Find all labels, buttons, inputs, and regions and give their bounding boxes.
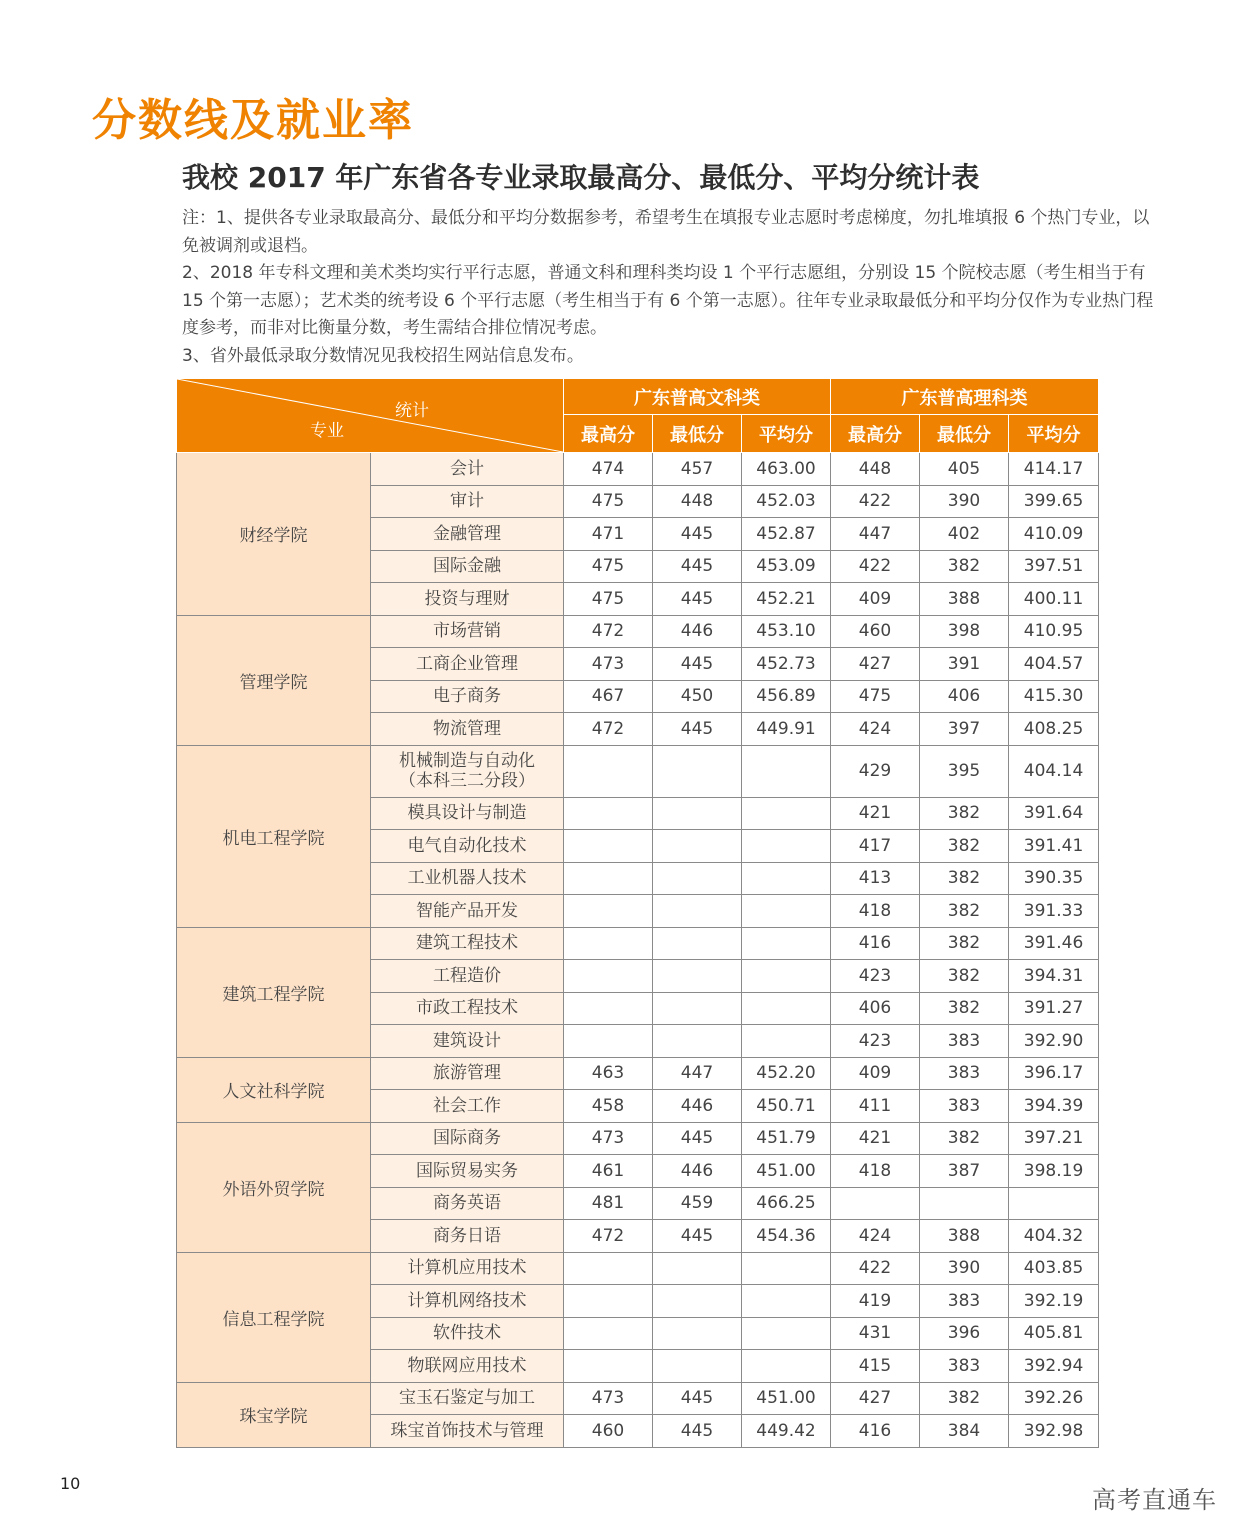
arts-avg-score: 451.00 xyxy=(742,1155,831,1188)
sci-min-score: 382 xyxy=(920,797,1009,830)
major-name: 商务日语 xyxy=(433,1225,501,1246)
sci-avg-score: 394.39 xyxy=(1009,1090,1099,1123)
sci-max-score: 413 xyxy=(831,862,920,895)
sci-max-score: 447 xyxy=(831,518,920,551)
major-cell xyxy=(371,1122,564,1155)
major-cell xyxy=(371,1025,564,1058)
arts-min-score: 457 xyxy=(653,453,742,486)
col-header-sci-min: 最低分 xyxy=(920,415,1009,453)
sci-avg-score: 414.17 xyxy=(1009,453,1099,486)
major-name: 国际贸易实务 xyxy=(416,1160,518,1181)
major-name: 国际商务 xyxy=(433,1128,501,1149)
major-name: 工业机器人技术 xyxy=(407,868,527,889)
arts-max-score: 473 xyxy=(564,1382,653,1415)
sci-avg-score: 399.65 xyxy=(1009,485,1099,518)
college-cell: 人文社科学院 xyxy=(177,1057,371,1122)
arts-avg-score: 456.89 xyxy=(742,680,831,713)
arts-max-score xyxy=(564,745,653,797)
sci-min-score: 382 xyxy=(920,862,1009,895)
major-name: 工程造价 xyxy=(433,965,501,986)
sci-max-score: 427 xyxy=(831,1382,920,1415)
arts-min-score: 445 xyxy=(653,518,742,551)
sci-min-score: 390 xyxy=(920,1252,1009,1285)
major-cell xyxy=(371,583,564,616)
sci-avg-score: 404.57 xyxy=(1009,648,1099,681)
arts-max-score xyxy=(564,895,653,928)
sci-max-score: 423 xyxy=(831,1025,920,1058)
arts-avg-score xyxy=(742,745,831,797)
sci-max-score: 419 xyxy=(831,1285,920,1318)
sci-avg-score: 398.19 xyxy=(1009,1155,1099,1188)
sci-min-score: 382 xyxy=(920,895,1009,928)
sci-avg-score: 403.85 xyxy=(1009,1252,1099,1285)
sci-max-score: 422 xyxy=(831,550,920,583)
sci-min-score: 383 xyxy=(920,1285,1009,1318)
sci-max-score: 415 xyxy=(831,1350,920,1383)
college-cell: 信息工程学院 xyxy=(177,1252,371,1382)
arts-avg-score xyxy=(742,992,831,1025)
major-name: 市政工程技术 xyxy=(416,998,518,1019)
arts-avg-score: 450.71 xyxy=(742,1090,831,1123)
major-cell xyxy=(371,1415,564,1448)
major-name: 社会工作 xyxy=(433,1095,501,1116)
sci-max-score: 421 xyxy=(831,797,920,830)
sci-min-score: 388 xyxy=(920,1220,1009,1253)
major-cell xyxy=(371,1220,564,1253)
sci-min-score xyxy=(920,1187,1009,1220)
major-name: 计算机应用技术 xyxy=(407,1258,527,1279)
table-row xyxy=(177,927,1099,960)
major-name: 建筑设计 xyxy=(433,1030,501,1051)
major-name: 模具设计与制造 xyxy=(407,803,527,824)
major-cell xyxy=(371,615,564,648)
watermark: 高考直通车 xyxy=(1092,1486,1217,1514)
sci-min-score: 398 xyxy=(920,615,1009,648)
sci-max-score: 423 xyxy=(831,960,920,993)
sci-avg-score xyxy=(1009,1187,1099,1220)
major-cell xyxy=(371,895,564,928)
sci-max-score: 448 xyxy=(831,453,920,486)
arts-min-score: 445 xyxy=(653,550,742,583)
major-cell xyxy=(371,713,564,746)
sci-max-score: 422 xyxy=(831,1252,920,1285)
college-cell: 财经学院 xyxy=(177,453,371,616)
sci-min-score: 384 xyxy=(920,1415,1009,1448)
arts-min-score: 445 xyxy=(653,583,742,616)
arts-min-score: 445 xyxy=(653,1122,742,1155)
major-cell xyxy=(371,1187,564,1220)
arts-min-score: 446 xyxy=(653,615,742,648)
arts-avg-score: 463.00 xyxy=(742,453,831,486)
arts-min-score xyxy=(653,862,742,895)
arts-min-score: 445 xyxy=(653,1415,742,1448)
arts-avg-score xyxy=(742,1252,831,1285)
arts-avg-score: 454.36 xyxy=(742,1220,831,1253)
arts-max-score: 472 xyxy=(564,1220,653,1253)
sci-min-score: 382 xyxy=(920,1382,1009,1415)
arts-min-score xyxy=(653,797,742,830)
major-name: 旅游管理 xyxy=(433,1063,501,1084)
major-cell xyxy=(371,862,564,895)
arts-min-score: 446 xyxy=(653,1090,742,1123)
note-2: 2、2018 年专科文理和美术类均实行平行志愿，普通文科和理科类均设 1 个平行志愿组，分别设 15 个院校志愿（考生相当于有 15 个第一志愿）；艺术类的统考设 6 个平行志愿（考生相当于有 6 个第一志愿）。往年专业录取最低分和平均分仅作为专业热门程度参考，而非对比衡量分数，考生需结合排位情况考虑。 xyxy=(182,263,1154,338)
sci-min-score: 382 xyxy=(920,927,1009,960)
sci-max-score: 411 xyxy=(831,1090,920,1123)
arts-max-score xyxy=(564,830,653,863)
arts-max-score xyxy=(564,1025,653,1058)
table-title: 我校 2017 年广东省各专业录取最高分、最低分、平均分统计表 xyxy=(182,161,980,194)
sci-max-score: 416 xyxy=(831,927,920,960)
table-row xyxy=(177,1382,1099,1415)
arts-max-score xyxy=(564,992,653,1025)
major-cell xyxy=(371,992,564,1025)
diagonal-line xyxy=(177,379,563,452)
arts-max-score xyxy=(564,797,653,830)
major-cell xyxy=(371,830,564,863)
arts-avg-score: 452.73 xyxy=(742,648,831,681)
arts-avg-score: 452.20 xyxy=(742,1057,831,1090)
major-name: 金融管理 xyxy=(433,523,501,544)
arts-max-score xyxy=(564,927,653,960)
page-number: 10 xyxy=(60,1474,81,1493)
major-name: 投资与理财 xyxy=(424,588,510,609)
major-name: 软件技术 xyxy=(433,1323,501,1344)
arts-min-score xyxy=(653,1285,742,1318)
score-table xyxy=(176,378,1099,1448)
arts-max-score: 481 xyxy=(564,1187,653,1220)
major-name: 机械制造与自动化 xyxy=(399,751,535,771)
sci-max-score: 417 xyxy=(831,830,920,863)
arts-min-score xyxy=(653,1350,742,1383)
sci-avg-score: 392.19 xyxy=(1009,1285,1099,1318)
arts-max-score: 474 xyxy=(564,453,653,486)
arts-min-score: 448 xyxy=(653,485,742,518)
table-row xyxy=(177,745,1099,797)
table-row xyxy=(177,1057,1099,1090)
sci-avg-score: 392.90 xyxy=(1009,1025,1099,1058)
sci-avg-score: 405.81 xyxy=(1009,1317,1099,1350)
sci-max-score: 460 xyxy=(831,615,920,648)
major-name: 宝玉石鉴定与加工 xyxy=(399,1388,535,1409)
note-3: 3、省外最低录取分数情况见我校招生网站信息发布。 xyxy=(182,345,584,366)
col-header-sci-max: 最高分 xyxy=(831,415,920,453)
group-header-arts: 广东普高文科类 xyxy=(564,379,831,415)
major-name: 商务英语 xyxy=(433,1193,501,1214)
major-cell xyxy=(371,550,564,583)
arts-min-score xyxy=(653,895,742,928)
sci-min-score: 383 xyxy=(920,1090,1009,1123)
sci-avg-score: 391.41 xyxy=(1009,830,1099,863)
arts-max-score: 475 xyxy=(564,485,653,518)
sci-max-score: 427 xyxy=(831,648,920,681)
sci-max-score: 406 xyxy=(831,992,920,1025)
major-name: 智能产品开发 xyxy=(416,900,518,921)
major-cell xyxy=(371,960,564,993)
sci-max-score: 475 xyxy=(831,680,920,713)
major-cell xyxy=(371,1057,564,1090)
sci-max-score: 429 xyxy=(831,745,920,797)
arts-max-score: 472 xyxy=(564,713,653,746)
sci-min-score: 405 xyxy=(920,453,1009,486)
major-cell xyxy=(371,518,564,551)
arts-min-score xyxy=(653,960,742,993)
arts-min-score: 446 xyxy=(653,1155,742,1188)
college-cell: 管理学院 xyxy=(177,615,371,745)
header-stat-label: 统计 xyxy=(395,401,429,421)
sci-min-score: 397 xyxy=(920,713,1009,746)
arts-min-score xyxy=(653,830,742,863)
sci-min-score: 406 xyxy=(920,680,1009,713)
table-row xyxy=(177,1122,1099,1155)
arts-max-score xyxy=(564,1317,653,1350)
major-cell xyxy=(371,1382,564,1415)
arts-max-score: 475 xyxy=(564,583,653,616)
arts-max-score: 473 xyxy=(564,1122,653,1155)
sci-avg-score: 397.51 xyxy=(1009,550,1099,583)
sci-avg-score: 404.14 xyxy=(1009,745,1099,797)
sci-avg-score: 391.64 xyxy=(1009,797,1099,830)
arts-avg-score xyxy=(742,1285,831,1318)
major-cell xyxy=(371,453,564,486)
arts-max-score: 472 xyxy=(564,615,653,648)
arts-min-score: 445 xyxy=(653,713,742,746)
college-cell: 外语外贸学院 xyxy=(177,1122,371,1252)
arts-avg-score: 451.00 xyxy=(742,1382,831,1415)
arts-min-score: 445 xyxy=(653,1220,742,1253)
major-name: 物流管理 xyxy=(433,718,501,739)
sci-max-score: 424 xyxy=(831,1220,920,1253)
arts-avg-score: 452.87 xyxy=(742,518,831,551)
major-name: 国际金融 xyxy=(433,556,501,577)
arts-max-score: 467 xyxy=(564,680,653,713)
sci-max-score: 421 xyxy=(831,1122,920,1155)
major-name: 计算机网络技术 xyxy=(407,1290,527,1311)
arts-min-score xyxy=(653,1317,742,1350)
sci-avg-score: 396.17 xyxy=(1009,1057,1099,1090)
sci-min-score: 382 xyxy=(920,960,1009,993)
arts-avg-score: 452.21 xyxy=(742,583,831,616)
major-name: 工商企业管理 xyxy=(416,653,518,674)
sci-avg-score: 392.94 xyxy=(1009,1350,1099,1383)
arts-min-score: 445 xyxy=(653,1382,742,1415)
major-cell xyxy=(371,745,564,797)
sci-avg-score: 408.25 xyxy=(1009,713,1099,746)
arts-avg-score xyxy=(742,927,831,960)
table-row xyxy=(177,453,1099,486)
arts-avg-score: 453.10 xyxy=(742,615,831,648)
major-name: 会计 xyxy=(450,458,484,479)
major-name: 建筑工程技术 xyxy=(416,933,518,954)
arts-avg-score: 449.42 xyxy=(742,1415,831,1448)
sci-avg-score: 394.31 xyxy=(1009,960,1099,993)
arts-min-score: 459 xyxy=(653,1187,742,1220)
group-header-science: 广东普高理科类 xyxy=(831,379,1099,415)
sci-avg-score: 404.32 xyxy=(1009,1220,1099,1253)
sci-max-score: 422 xyxy=(831,485,920,518)
major-name: 市场营销 xyxy=(433,621,501,642)
arts-avg-score xyxy=(742,1317,831,1350)
header-major-label: 专业 xyxy=(310,421,344,441)
col-header-arts-avg: 平均分 xyxy=(742,415,831,453)
arts-max-score: 463 xyxy=(564,1057,653,1090)
arts-min-score xyxy=(653,992,742,1025)
sci-max-score: 409 xyxy=(831,583,920,616)
arts-avg-score: 449.91 xyxy=(742,713,831,746)
sci-max-score: 424 xyxy=(831,713,920,746)
sci-min-score: 391 xyxy=(920,648,1009,681)
table-row xyxy=(177,1252,1099,1285)
arts-avg-score: 452.03 xyxy=(742,485,831,518)
major-cell xyxy=(371,1090,564,1123)
sci-min-score: 388 xyxy=(920,583,1009,616)
major-cell xyxy=(371,927,564,960)
college-cell: 机电工程学院 xyxy=(177,745,371,927)
arts-avg-score xyxy=(742,960,831,993)
arts-min-score xyxy=(653,1025,742,1058)
arts-max-score: 475 xyxy=(564,550,653,583)
sci-max-score: 409 xyxy=(831,1057,920,1090)
major-cell xyxy=(371,1252,564,1285)
table-row xyxy=(177,615,1099,648)
sci-avg-score: 410.09 xyxy=(1009,518,1099,551)
arts-min-score xyxy=(653,927,742,960)
arts-avg-score xyxy=(742,1025,831,1058)
arts-max-score xyxy=(564,960,653,993)
sci-min-score: 396 xyxy=(920,1317,1009,1350)
major-cell xyxy=(371,485,564,518)
arts-max-score: 471 xyxy=(564,518,653,551)
col-header-arts-max: 最高分 xyxy=(564,415,653,453)
arts-avg-score xyxy=(742,1350,831,1383)
arts-min-score: 445 xyxy=(653,648,742,681)
arts-avg-score xyxy=(742,797,831,830)
sci-avg-score: 415.30 xyxy=(1009,680,1099,713)
sci-avg-score: 392.98 xyxy=(1009,1415,1099,1448)
major-cell xyxy=(371,1155,564,1188)
sci-min-score: 387 xyxy=(920,1155,1009,1188)
arts-min-score: 450 xyxy=(653,680,742,713)
major-cell xyxy=(371,648,564,681)
major-cell xyxy=(371,1317,564,1350)
sci-max-score xyxy=(831,1187,920,1220)
sci-avg-score: 391.46 xyxy=(1009,927,1099,960)
major-cell xyxy=(371,680,564,713)
major-name: 珠宝首饰技术与管理 xyxy=(390,1420,544,1441)
col-header-arts-min: 最低分 xyxy=(653,415,742,453)
major-name: 审计 xyxy=(450,491,484,512)
arts-min-score xyxy=(653,1252,742,1285)
arts-avg-score xyxy=(742,830,831,863)
sci-min-score: 382 xyxy=(920,992,1009,1025)
arts-max-score xyxy=(564,1285,653,1318)
col-header-sci-avg: 平均分 xyxy=(1009,415,1099,453)
major-name: 物联网应用技术 xyxy=(407,1355,527,1376)
notes xyxy=(182,205,1162,370)
sci-min-score: 382 xyxy=(920,550,1009,583)
note-1: 注：1、提供各专业录取最高分、最低分和平均分数据参考，希望考生在填报专业志愿时考虑梯度，勿扎堆填报 6 个热门专业，以免被调剂或退档。 xyxy=(182,208,1150,256)
arts-avg-score xyxy=(742,895,831,928)
arts-avg-score: 453.09 xyxy=(742,550,831,583)
sci-min-score: 382 xyxy=(920,1122,1009,1155)
sci-min-score: 383 xyxy=(920,1025,1009,1058)
arts-max-score: 458 xyxy=(564,1090,653,1123)
major-name: 电气自动化技术 xyxy=(407,835,527,856)
arts-max-score: 461 xyxy=(564,1155,653,1188)
arts-max-score xyxy=(564,1350,653,1383)
arts-avg-score: 451.79 xyxy=(742,1122,831,1155)
sci-max-score: 416 xyxy=(831,1415,920,1448)
arts-max-score: 473 xyxy=(564,648,653,681)
sci-min-score: 383 xyxy=(920,1057,1009,1090)
sci-min-score: 402 xyxy=(920,518,1009,551)
arts-min-score xyxy=(653,745,742,797)
arts-avg-score: 466.25 xyxy=(742,1187,831,1220)
score-table-body xyxy=(177,453,1099,1448)
sci-max-score: 431 xyxy=(831,1317,920,1350)
major-name-note: （本科三二分段） xyxy=(399,771,535,791)
sci-max-score: 418 xyxy=(831,1155,920,1188)
college-cell: 珠宝学院 xyxy=(177,1382,371,1447)
sci-avg-score: 397.21 xyxy=(1009,1122,1099,1155)
arts-max-score: 460 xyxy=(564,1415,653,1448)
sci-min-score: 390 xyxy=(920,485,1009,518)
arts-max-score xyxy=(564,862,653,895)
major-cell xyxy=(371,1350,564,1383)
major-cell xyxy=(371,797,564,830)
arts-min-score: 447 xyxy=(653,1057,742,1090)
sci-avg-score: 410.95 xyxy=(1009,615,1099,648)
arts-avg-score xyxy=(742,862,831,895)
college-cell: 建筑工程学院 xyxy=(177,927,371,1057)
sci-avg-score: 390.35 xyxy=(1009,862,1099,895)
sci-max-score: 418 xyxy=(831,895,920,928)
sci-min-score: 382 xyxy=(920,830,1009,863)
sci-avg-score: 391.33 xyxy=(1009,895,1099,928)
sci-avg-score: 391.27 xyxy=(1009,992,1099,1025)
sci-min-score: 395 xyxy=(920,745,1009,797)
sci-avg-score: 400.11 xyxy=(1009,583,1099,616)
sci-avg-score: 392.26 xyxy=(1009,1382,1099,1415)
major-name: 电子商务 xyxy=(433,686,501,707)
major-cell xyxy=(371,1285,564,1318)
diagonal-header-cell xyxy=(177,379,564,453)
sci-min-score: 383 xyxy=(920,1350,1009,1383)
arts-max-score xyxy=(564,1252,653,1285)
page-heading: 分数线及就业率 xyxy=(92,95,414,146)
